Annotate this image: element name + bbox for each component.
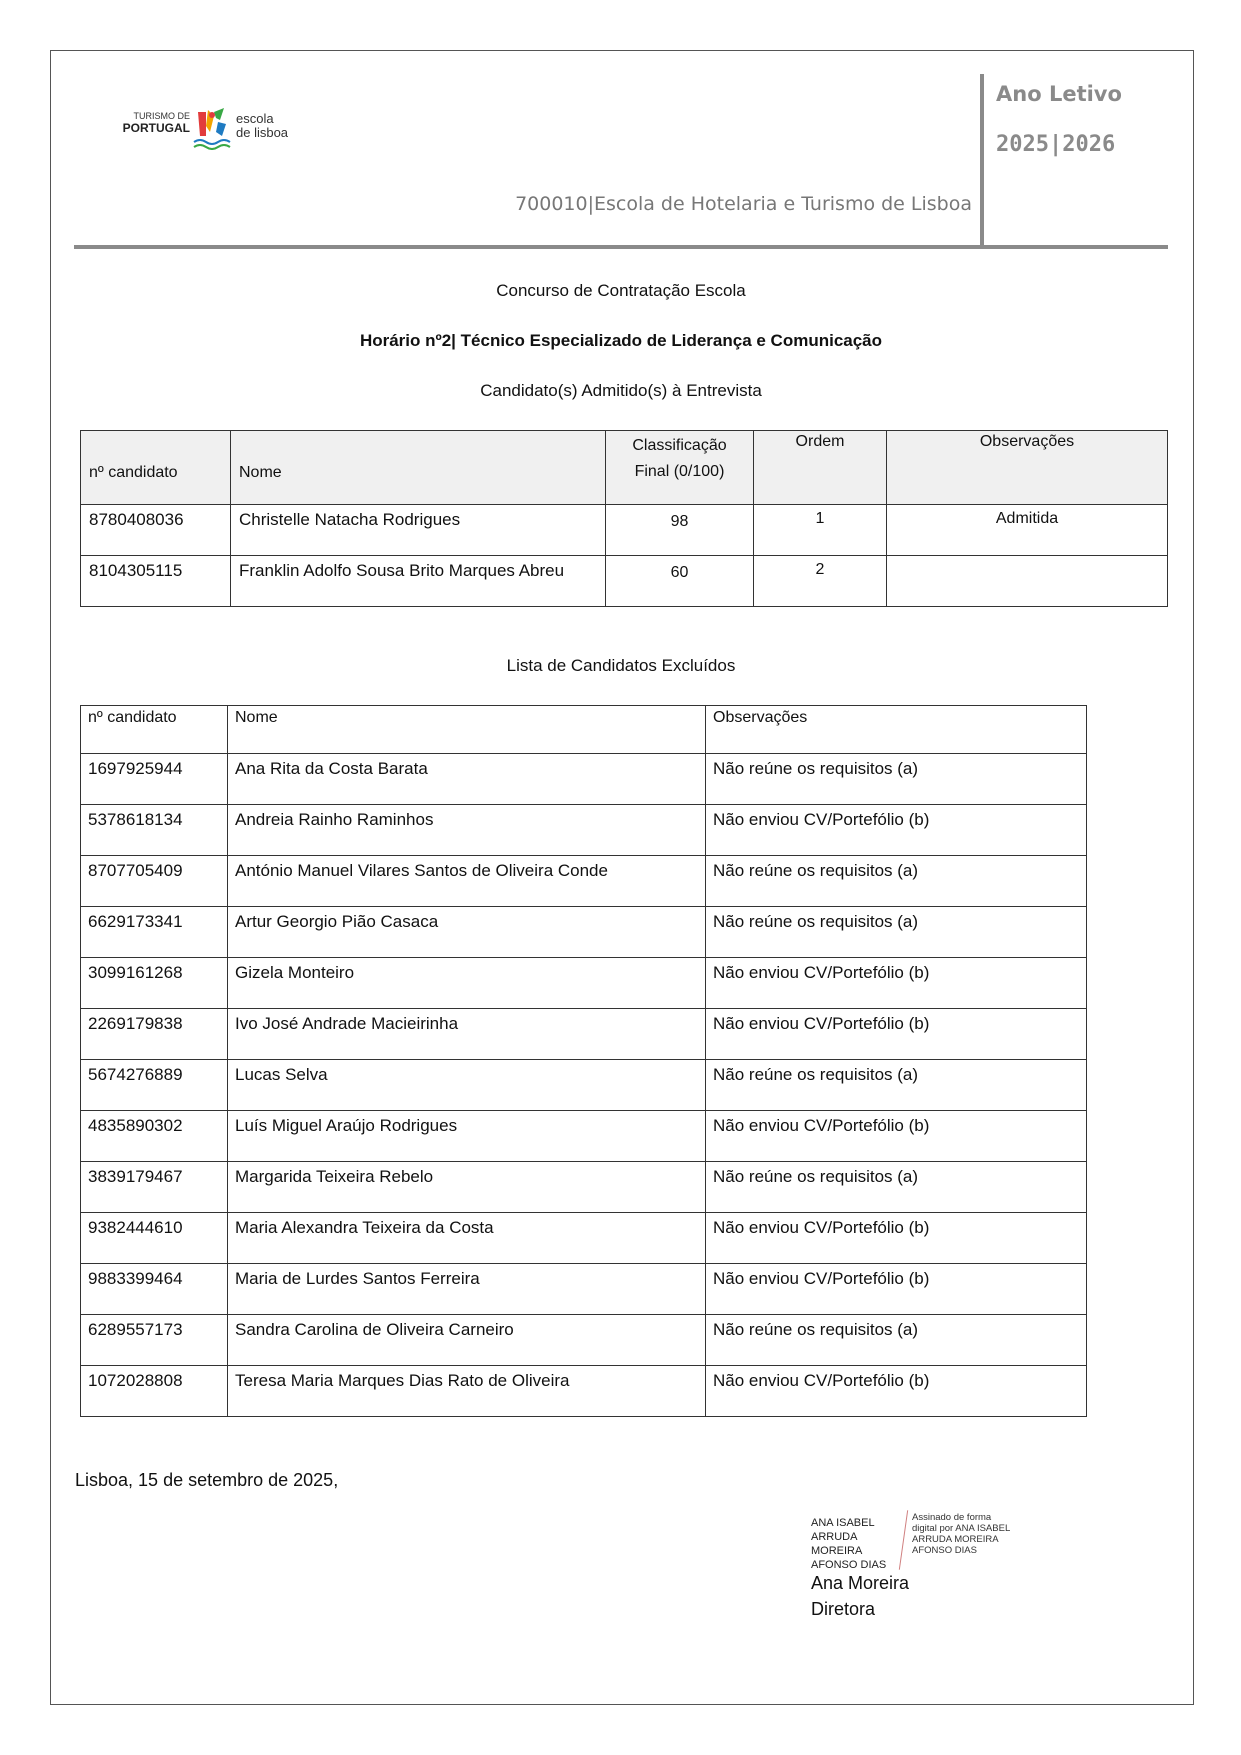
- candidate-id: 1072028808: [81, 1366, 228, 1417]
- candidate-id: 8707705409: [81, 856, 228, 907]
- candidate-name: Teresa Maria Marques Dias Rato de Oliveira: [228, 1366, 706, 1417]
- signer-name: Ana Moreira: [811, 1573, 910, 1593]
- candidate-obs: Não enviou CV/Portefólio (b): [706, 1111, 1087, 1162]
- digital-signature-name: ANA ISABEL ARRUDA MOREIRA AFONSO DIAS: [811, 1517, 887, 1571]
- schedule-title: Horário nº2| Técnico Especializado de Liderança e Comunicação: [359, 331, 883, 350]
- candidate-name: Maria Alexandra Teixeira da Costa: [228, 1213, 706, 1264]
- candidate-obs: Admitida: [887, 505, 1168, 556]
- candidate-id: 4835890302: [81, 1111, 228, 1162]
- year-label: Ano Letivo: [996, 82, 1122, 106]
- table-row: [81, 1060, 1087, 1111]
- table-row: [81, 754, 1087, 805]
- digital-signature-info: Assinado de forma digital por ANA ISABEL ARRUDA MOREIRA AFONSO DIAS: [912, 1512, 1011, 1556]
- candidate-name: Lucas Selva: [228, 1060, 706, 1111]
- candidate-name: Franklin Adolfo Sousa Brito Marques Abreu: [231, 556, 606, 607]
- table-header-row: [81, 431, 1168, 505]
- candidate-id: 6289557173: [81, 1315, 228, 1366]
- candidate-id: 3839179467: [81, 1162, 228, 1213]
- table-row: [81, 907, 1087, 958]
- candidate-order: 2: [754, 556, 887, 607]
- candidate-id: 9382444610: [81, 1213, 228, 1264]
- candidate-obs: Não enviou CV/Portefólio (b): [706, 1213, 1087, 1264]
- candidate-obs: Não reúne os requisitos (a): [706, 1162, 1087, 1213]
- candidate-id: 8104305115: [81, 556, 231, 607]
- excluded-table: [80, 705, 1087, 1417]
- candidate-obs: Não enviou CV/Portefólio (b): [706, 1009, 1087, 1060]
- logo-emblem-icon: [192, 106, 232, 150]
- year-value: 2025|2026: [996, 132, 1116, 157]
- candidate-id: 5378618134: [81, 805, 228, 856]
- candidate-obs: Não reúne os requisitos (a): [706, 907, 1087, 958]
- col-header-order: Ordem: [754, 431, 887, 505]
- candidate-name: Andreia Rainho Raminhos: [228, 805, 706, 856]
- candidate-id: 1697925944: [81, 754, 228, 805]
- table-row: [81, 556, 1168, 607]
- logo-school-line-2: de lisboa: [236, 125, 289, 140]
- candidate-obs: Não enviou CV/Portefólio (b): [706, 958, 1087, 1009]
- table-row: [81, 958, 1087, 1009]
- candidate-id: 8780408036: [81, 505, 231, 556]
- col-header-score: Classificação Final (0/100): [606, 431, 754, 505]
- admitted-table: [80, 430, 1168, 607]
- header-horizontal-divider: [74, 245, 1168, 249]
- table-row: [81, 1264, 1087, 1315]
- excluded-title: Lista de Candidatos Excluídos: [506, 656, 736, 675]
- candidate-obs: Não reúne os requisitos (a): [706, 1060, 1087, 1111]
- table-header-row: [81, 706, 1087, 754]
- table-row: [81, 856, 1087, 907]
- candidate-obs: Não reúne os requisitos (a): [706, 754, 1087, 805]
- candidate-name: Maria de Lurdes Santos Ferreira: [228, 1264, 706, 1315]
- candidate-name: Christelle Natacha Rodrigues: [231, 505, 606, 556]
- candidate-order: 1: [754, 505, 887, 556]
- candidate-name: Ana Rita da Costa Barata: [228, 754, 706, 805]
- candidate-id: 6629173341: [81, 907, 228, 958]
- admitted-title: Candidato(s) Admitido(s) à Entrevista: [480, 381, 762, 400]
- candidate-obs: Não enviou CV/Portefólio (b): [706, 805, 1087, 856]
- table-row: [81, 1213, 1087, 1264]
- candidate-score: 60: [606, 556, 754, 607]
- candidate-obs: Não reúne os requisitos (a): [706, 856, 1087, 907]
- candidate-name: Ivo José Andrade Macieirinha: [228, 1009, 706, 1060]
- logo-top-text: TURISMO DE: [133, 111, 190, 121]
- col-header-name: Nome: [231, 431, 606, 505]
- header-vertical-divider: [980, 74, 984, 246]
- contest-title: Concurso de Contratação Escola: [496, 281, 746, 300]
- candidate-name: Artur Georgio Pião Casaca: [228, 907, 706, 958]
- candidate-id: 9883399464: [81, 1264, 228, 1315]
- school-name: 700010|Escola de Hotelaria e Turismo de Lisboa: [515, 193, 972, 215]
- candidate-name: Gizela Monteiro: [228, 958, 706, 1009]
- candidate-name: António Manuel Vilares Santos de Oliveira Conde: [228, 856, 706, 907]
- table-row: [81, 805, 1087, 856]
- candidate-id: 2269179838: [81, 1009, 228, 1060]
- table-row: [81, 1009, 1087, 1060]
- candidate-score: 98: [606, 505, 754, 556]
- candidate-name: Margarida Teixeira Rebelo: [228, 1162, 706, 1213]
- candidate-obs: Não enviou CV/Portefólio (b): [706, 1366, 1087, 1417]
- candidate-obs: Não enviou CV/Portefólio (b): [706, 1264, 1087, 1315]
- col-header-name: Nome: [228, 706, 706, 754]
- col-header-obs: Observações: [887, 431, 1168, 505]
- place-date: Lisboa, 15 de setembro de 2025,: [75, 1470, 339, 1490]
- candidate-id: 3099161268: [81, 958, 228, 1009]
- table-row: [81, 1162, 1087, 1213]
- signer-role: Diretora: [811, 1599, 876, 1619]
- logo-school-line-1: escola: [236, 111, 274, 126]
- table-row: [81, 1111, 1087, 1162]
- table-row: [81, 1315, 1087, 1366]
- table-row: [81, 1366, 1087, 1417]
- col-header-obs: Observações: [706, 706, 1087, 754]
- turismo-portugal-logo: [120, 106, 300, 152]
- candidate-name: Sandra Carolina de Oliveira Carneiro: [228, 1315, 706, 1366]
- col-header-id: nº candidato: [81, 706, 228, 754]
- candidate-name: Luís Miguel Araújo Rodrigues: [228, 1111, 706, 1162]
- signer-block: [811, 1570, 909, 1622]
- candidate-obs: [887, 556, 1168, 607]
- table-row: [81, 505, 1168, 556]
- candidate-id: 5674276889: [81, 1060, 228, 1111]
- logo-main-text: PORTUGAL: [122, 121, 190, 135]
- candidate-obs: Não reúne os requisitos (a): [706, 1315, 1087, 1366]
- col-header-id: nº candidato: [81, 431, 231, 505]
